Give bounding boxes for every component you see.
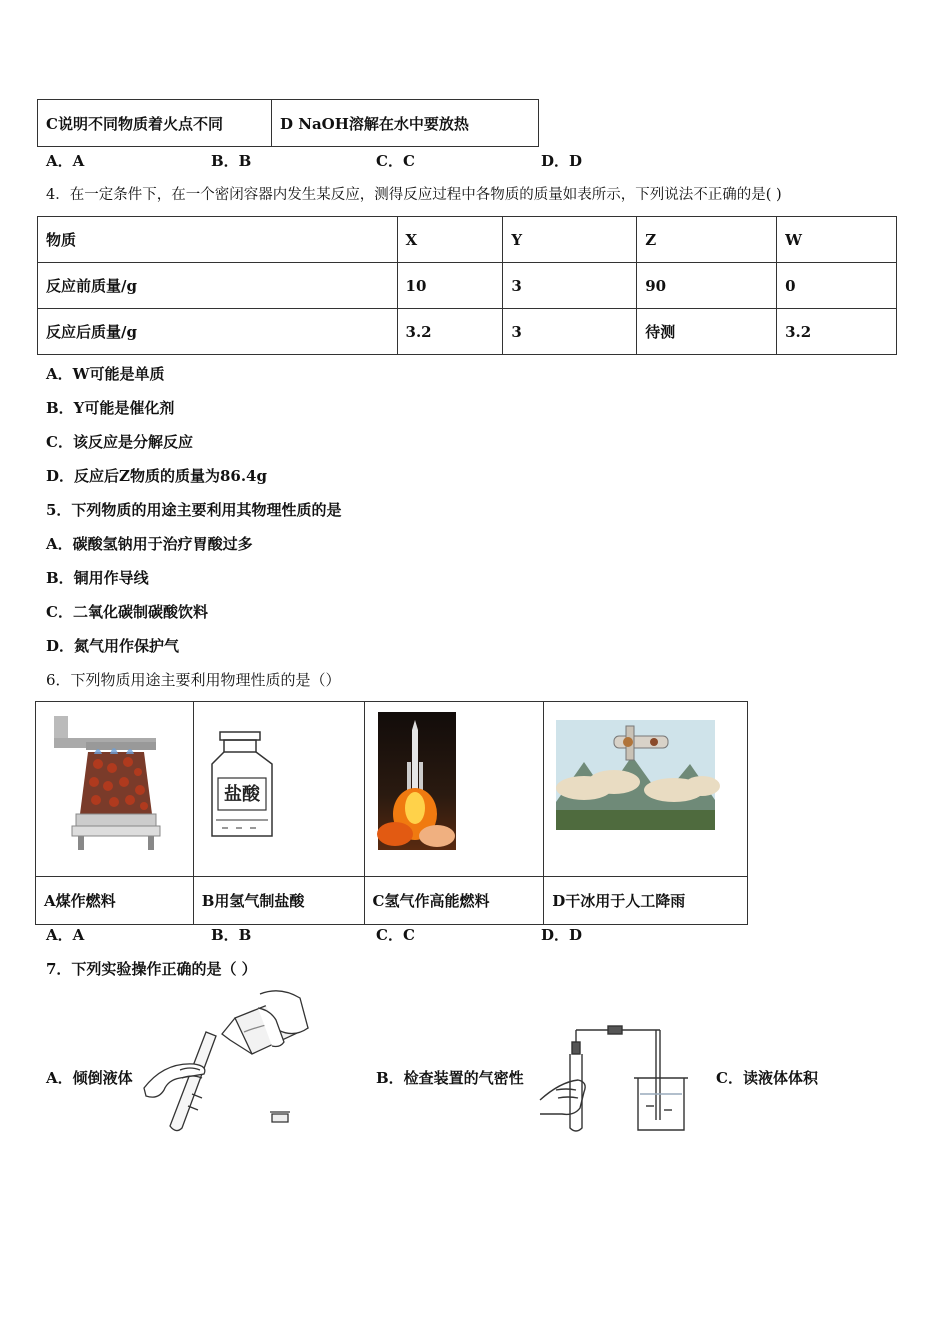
- q7-option-b[interactable]: B．检查装置的气密性: [376, 1069, 524, 1087]
- q6-caption-c: C氢气作高能燃料: [364, 877, 544, 925]
- q4-option-a[interactable]: A．W可能是单质: [46, 365, 165, 383]
- coal-stove-image: [36, 702, 192, 872]
- q6-image-cell-d: [544, 702, 748, 877]
- q6-image-row: [36, 702, 748, 877]
- airtightness-check-image: [538, 1020, 710, 1138]
- q5-stem: 5．下列物质的用途主要利用其物理性质的是: [46, 501, 342, 519]
- q6-caption-row: [36, 877, 748, 925]
- q4-stem: 4．在一定条件下，在一个密闭容器内发生某反应，测得反应过程中各物质的质量如表所示，下列说法不正确的是( ): [46, 187, 782, 203]
- table-cell: 90: [637, 263, 777, 309]
- table-header-cell: 物质: [38, 217, 398, 263]
- table-header-cell: X: [397, 217, 503, 263]
- q7-option-a[interactable]: A．倾倒液体: [46, 1069, 133, 1087]
- q6-picture-table: [35, 701, 748, 925]
- q5-option-a[interactable]: A．碳酸氢钠用于治疗胃酸过多: [46, 535, 253, 553]
- rocket-launch-image: [365, 702, 543, 872]
- q3-choice-c[interactable]: C．C: [376, 152, 415, 170]
- q5-option-c[interactable]: C．二氧化碳制碳酸饮料: [46, 603, 208, 621]
- q6-choice-c[interactable]: C．C: [376, 926, 415, 944]
- q6-caption-d: D干冰用于人工降雨: [544, 877, 748, 925]
- q3-option-c: C说明不同物质着火点不同: [38, 100, 272, 146]
- q5-option-b[interactable]: B．铜用作导线: [46, 569, 149, 587]
- q6-choice-d[interactable]: D．D: [541, 926, 583, 944]
- q3-choice-b[interactable]: B．B: [211, 152, 252, 170]
- q4-option-b[interactable]: B．Y可能是催化剂: [46, 399, 175, 417]
- q7-option-c[interactable]: C．读液体体积: [716, 1069, 818, 1087]
- q6-stem: 6．下列物质用途主要利用物理性质的是（）: [46, 671, 341, 689]
- table-cell: 3.2: [397, 309, 503, 355]
- q5-option-d[interactable]: D．氮气用作保护气: [46, 637, 180, 655]
- table-cell: 10: [397, 263, 503, 309]
- q7-stem: 7．下列实验操作正确的是（ ）: [46, 960, 257, 978]
- table-header-cell: Y: [503, 217, 637, 263]
- table-header-cell: W: [777, 217, 897, 263]
- q6-image-cell-c: [364, 702, 544, 877]
- table-cell: 3.2: [777, 309, 897, 355]
- q3-option-d: D NaOH溶解在水中要放热: [280, 114, 469, 133]
- table-header-row: [38, 217, 897, 263]
- q4-mass-table: [37, 216, 897, 355]
- table-cell: 反应前质量/g: [38, 263, 398, 309]
- table-row: [38, 309, 897, 355]
- bottle-label: 盐酸: [223, 784, 260, 805]
- q6-choice-b[interactable]: B．B: [211, 926, 252, 944]
- q4-option-d[interactable]: D．反应后Z物质的质量为86.4g: [46, 467, 267, 485]
- table-cell: 待测: [637, 309, 777, 355]
- hydrochloric-acid-bottle-image: [194, 702, 363, 872]
- table-cell: 0: [777, 263, 897, 309]
- q6-image-cell-b: [193, 702, 364, 877]
- q4-option-c[interactable]: C．该反应是分解反应: [46, 433, 193, 451]
- table-cell: 3: [503, 263, 637, 309]
- pouring-liquid-image: [140, 988, 310, 1138]
- table-cell: 反应后质量/g: [38, 309, 398, 355]
- q6-caption-b: B用氢气制盐酸: [193, 877, 364, 925]
- table-cell: 3: [503, 309, 637, 355]
- q3-options-table: [37, 99, 539, 147]
- airplane-cloud-seeding-image: [544, 702, 746, 872]
- table-header-cell: Z: [637, 217, 777, 263]
- q3-choice-a[interactable]: A．A: [46, 152, 85, 170]
- q6-caption-a: A煤作燃料: [36, 877, 194, 925]
- q6-image-cell-a: [36, 702, 194, 877]
- q6-choice-a[interactable]: A．A: [46, 926, 85, 944]
- table-row: [38, 263, 897, 309]
- q3-choice-d[interactable]: D．D: [541, 152, 583, 170]
